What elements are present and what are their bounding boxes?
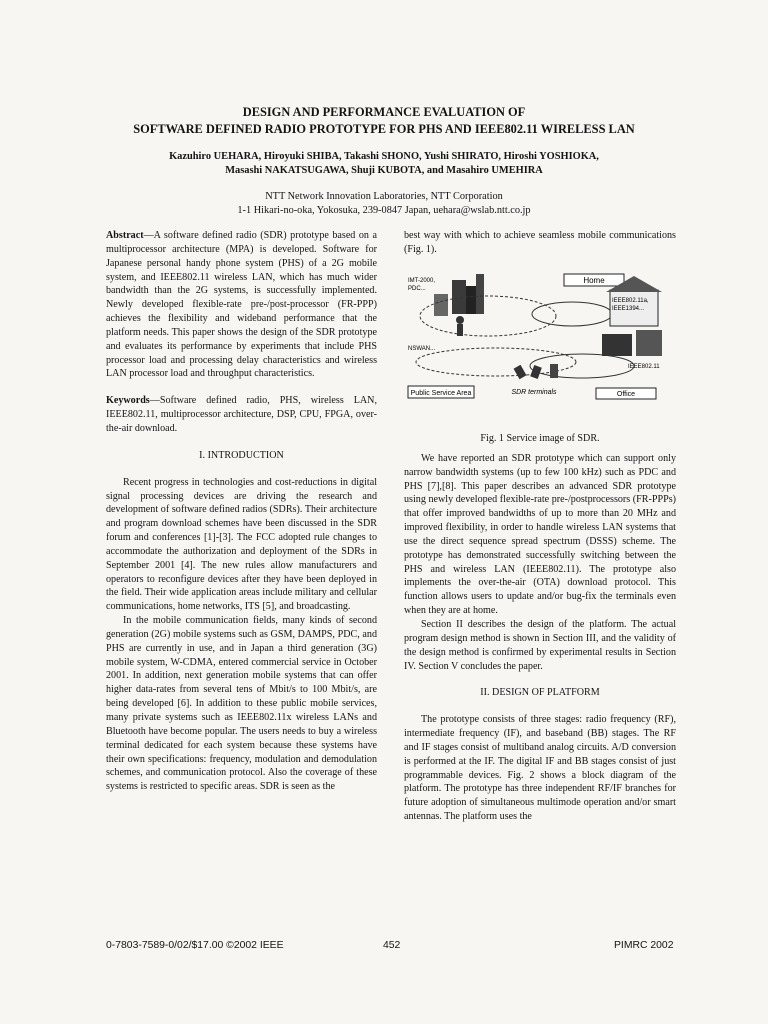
keywords-text: —Software defined radio, PHS, wireless LAN, IEEE802.11, multiprocessor architecture, DSP, CPU, FPGA, over-the-air download.: [106, 395, 377, 434]
phone-icon: [550, 364, 558, 378]
ieee80211-label: IEEE802.11: [628, 364, 660, 370]
imt2000-label: IMT-2000,: [408, 278, 436, 284]
abstract: [106, 229, 377, 381]
right-paragraph-0: best way with which to achieve seamless mobile communications (Fig. 1).: [404, 230, 676, 255]
right-column-top: [404, 229, 676, 257]
section-heading-design-of-platform: II. DESIGN OF PLATFORM: [480, 687, 600, 699]
pdc-label: PDC...: [408, 286, 426, 292]
building-icon: [434, 294, 448, 316]
intro-paragraph-1: Recent progress in technologies and cost-reductions in digital signal processing devices are driving the research and development of software defined radios (SDRs). Their architecture and program download schemes have been discussed in the SDR forum and conferences [1]-[3]. The FCC adopted rule changes to accommodate the authorization and deployment of the SDRs in September 2001 [4]. The new rules allow manufacturers and operators to reconfigure devices after they have been deployed in the field. Their wide application areas include military and cellular communications, home networks, ITS [5], and broadcasting.: [106, 476, 377, 613]
footer-conference: PIMRC 2002: [614, 940, 674, 951]
figure-1-service-image: [404, 270, 676, 406]
building-icon: [466, 286, 476, 314]
right-paragraph-1: We have reported an SDR prototype which can support only narrow bandwidth systems (up to few 100 kHz) such as PDC and PHS [7],[8]. This paper describes an advanced SDR prototype using newly developed flexible-rate pre-/postprocessors (FR-PPPs) that offer improved bandwidths of up to more than 20 MHz and improved flexibility, in order to handle wireless LAN systems that use the direct sequence spread spectrum (DSSS) scheme. The prototype has demonstrated successfully switching between the PHS and wireless LAN (IEEE802.11). The prototype also implements the over-the-air (OTA) download protocol. This function allows users to update and/or bug-fix the terminals even when they are at home.: [404, 452, 676, 617]
right-paragraph-3: The prototype consists of three stages: radio frequency (RF), intermediate frequency (IF), and baseband (BB) stages. The RF and IF stages consist of multiband analog circuits. A/D conversion is performed at the IF. The digital IF and BB stages consist of just programmable devices. Fig. 2 shows a block diagram of the platform. The prototype has three independent RF/IF branches for future adoption of simultaneous multimode operation and/or smart antennas. The platform uses the: [404, 714, 676, 823]
coverage-ellipse: [532, 302, 612, 326]
figure-1-caption: Fig. 1 Service image of SDR.: [480, 433, 600, 444]
affiliation: [0, 190, 768, 217]
abstract-label: Abstract: [106, 230, 144, 241]
public-service-area-label: Public Service Area: [410, 390, 472, 397]
paper-title: [0, 104, 768, 138]
abstract-text: —A software defined radio (SDR) prototype based on a multiprocessor architecture (MPA) is developed. Software for Japanese personal handy phone system (PHS) of a 2G mobile system, and IEEE802.11 wireless LAN, which has much wider bandwidth than the 2G systems, is successfully implemented. Newly developed flexible-rate pre-/post-processor (FR-PPP) achieves the flexibility and wideband performance that the platform needs. This paper shows the design of the SDR prototype and evaluates its performance by experiments that include PHS processor load and processing delay characteristics and wireless LAN processor load and throughput characteristics.: [106, 230, 377, 380]
section-heading-introduction: I. INTRODUCTION: [199, 449, 284, 461]
building-icon: [452, 280, 466, 314]
computer-icon: [636, 330, 662, 356]
keywords-label: Keywords: [106, 395, 150, 407]
user-icon: [456, 316, 464, 324]
tower-icon: [476, 274, 484, 314]
right-paragraph-2: Section II describes the design of the platform. The actual program design method is shown in Section III, and the validity of the design method is confirmed by experimental results in Section IV. Section V concludes the paper.: [404, 618, 676, 672]
affiliation-line-2: 1-1 Hikari-no-oka, Yokosuka, 239-0847 Japan, uehara@wslab.ntt.co.jp: [237, 204, 531, 216]
phone-icon: [530, 365, 542, 379]
authors-line-1: Kazuhiro UEHARA, Hiroyuki SHIBA, Takashi SHONO, Yushi SHIRATO, Hiroshi YOSHIOKA,: [169, 151, 599, 162]
author-list: [0, 150, 768, 177]
intro-paragraph-2: In the mobile communication fields, many kinds of second generation (2G) mobile systems such as GSM, DAMPS, PDC, and PHS are currently in use, and in Japan a third generation (3G) mobile system, W-CDMA, entered commercial service in October 2001. In addition, next generation mobile systems that can offer higher data-rates from several tens of Mbit/s to 100 Mbit/s, are being developed [6]. In addition to these public mobile services, many private systems such as IEEE802.11x wireless LANs and Bluetooth have become popular. The users needs to buy a wireless terminal dedicated for each system because these systems have their own specifications: frequency, modulation and demodulation schemes, and communication protocol. Also the coverage of these systems is restricted to specific areas. SDR is seen as the: [106, 615, 377, 793]
page-number: 452: [383, 940, 401, 951]
authors-line-2: Masashi NAKATSUGAWA, Shuji KUBOTA, and Masahiro UMEHIRA: [225, 164, 543, 176]
service-image-diagram: [404, 270, 676, 406]
left-column: [106, 229, 377, 794]
office-label: Office: [616, 391, 636, 398]
phone-icon: [514, 365, 527, 379]
home-label: Home: [583, 276, 605, 285]
ieee1394-label: IEEE1394...: [612, 306, 645, 312]
right-column: [404, 432, 676, 824]
keywords: [106, 394, 377, 436]
title-line-2: SOFTWARE DEFINED RADIO PROTOTYPE FOR PHS AND IEEE802.11 WIRELESS LAN: [133, 122, 635, 136]
nswan-label: NSWAN...: [408, 346, 436, 352]
user-icon: [457, 324, 463, 336]
title-line-1: DESIGN AND PERFORMANCE EVALUATION OF: [242, 105, 526, 119]
monitor-icon: [602, 334, 632, 356]
coverage-ellipse: [530, 354, 634, 378]
footer-copyright: 0-7803-7589-0/02/$17.00 ©2002 IEEE: [106, 940, 284, 951]
sdr-terminals-label: SDR terminals: [511, 389, 557, 396]
affiliation-line-1: NTT Network Innovation Laboratories, NTT Corporation: [265, 191, 503, 202]
ieee80211a-label: IEEE802.11a,: [612, 298, 649, 304]
